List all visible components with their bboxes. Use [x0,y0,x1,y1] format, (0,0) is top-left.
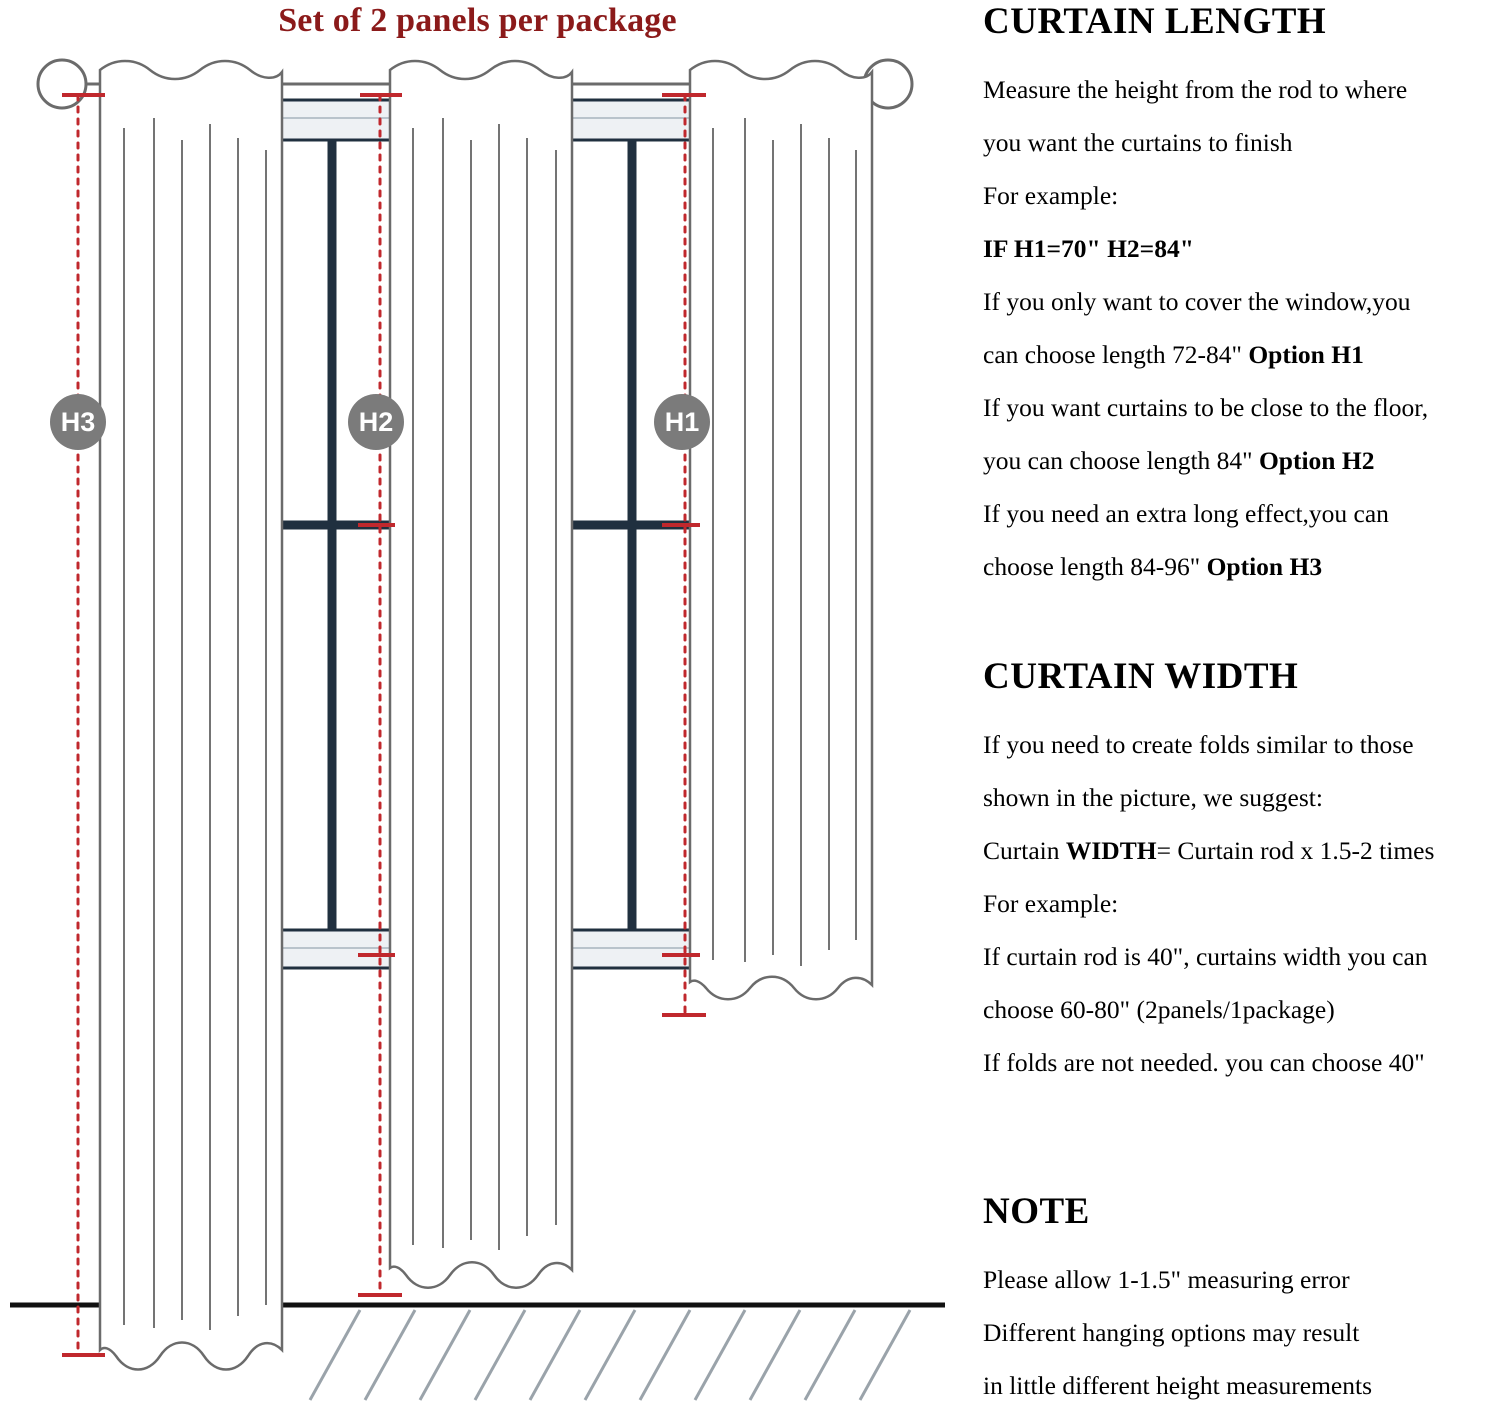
section-curtain-length [983,0,1483,593]
line-text: If you need an extra long effect,you can [983,499,1389,528]
note-heading: NOTE [983,1191,1090,1232]
line-text: choose length 84-96" [983,552,1207,581]
line-text: For example: [983,181,1119,210]
instructions-panel [965,0,1485,1413]
curtain-length-line-5 [983,275,1483,328]
curtain-length-line-6 [983,328,1483,381]
line-text: Measure the height from the rod to where [983,75,1408,104]
line-text: If folds are not needed. you can choose 40" [983,1048,1425,1077]
line-text: you want the curtains to finish [983,128,1293,157]
line-text: Curtain [983,836,1066,865]
note-line-2 [983,1306,1483,1359]
height-label-h2: H2 [348,394,404,450]
line-text-tail: = Curtain rod x 1.5-2 times [1156,836,1435,865]
height-label-h1: H1 [654,394,710,450]
line-text: Please allow 1-1.5" measuring error [983,1265,1350,1294]
curtain-width-line-5 [983,930,1493,983]
curtain-width-line-4 [983,877,1493,930]
line-bold: Option H1 [1248,340,1364,369]
line-text: If curtain rod is 40", curtains width you can [983,942,1428,971]
note-line-1 [983,1253,1483,1306]
line-text: in little different height measurements [983,1371,1372,1400]
curtain-length-line-4 [983,222,1483,275]
line-bold: WIDTH [1065,836,1157,865]
curtain-length-line-10 [983,540,1483,593]
line-text: If you only want to cover the window,you [983,287,1411,316]
measure-line-h3 [62,95,105,1355]
section-curtain-width [983,655,1493,1089]
curtain-length-line-7 [983,381,1483,434]
line-text: can choose length 72-84" [983,340,1249,369]
line-text: If you need to create folds similar to those [983,730,1414,759]
note-line-3 [983,1359,1483,1412]
line-bold: IF H1=70" H2=84" [983,234,1194,263]
curtain-length-line-8 [983,434,1483,487]
curtain-panel-h2 [390,61,572,1288]
curtain-width-line-1 [983,718,1493,771]
curtain-length-line-9 [983,487,1483,540]
curtain-panel-h3 [100,61,282,1370]
section-note [983,1190,1483,1412]
curtain-width-line-6 [983,983,1493,1036]
height-label-h3: H3 [50,394,106,450]
curtain-length-heading: CURTAIN LENGTH [983,1,1327,42]
curtain-width-heading: CURTAIN WIDTH [983,656,1299,697]
curtain-width-line-3 [983,824,1493,877]
line-bold: Option H3 [1206,552,1323,581]
line-text: you can choose length 84" [983,446,1259,475]
line-bold: Option H2 [1258,446,1375,475]
line-text: shown in the picture, we suggest: [983,783,1323,812]
line-text: For example: [983,889,1119,918]
curtain-width-line-7 [983,1036,1493,1089]
line-text: Different hanging options may result [983,1318,1360,1347]
line-text: If you want curtains to be close to the floor, [983,393,1429,422]
curtain-length-line-3 [983,169,1483,222]
curtain-length-line-2 [983,116,1483,169]
diagram-title: Set of 2 panels per package [278,2,677,39]
line-text: choose 60-80" (2panels/1package) [983,995,1335,1024]
curtain-width-line-2 [983,771,1493,824]
curtain-panel-h1 [690,61,872,999]
curtain-length-line-1 [983,63,1483,116]
